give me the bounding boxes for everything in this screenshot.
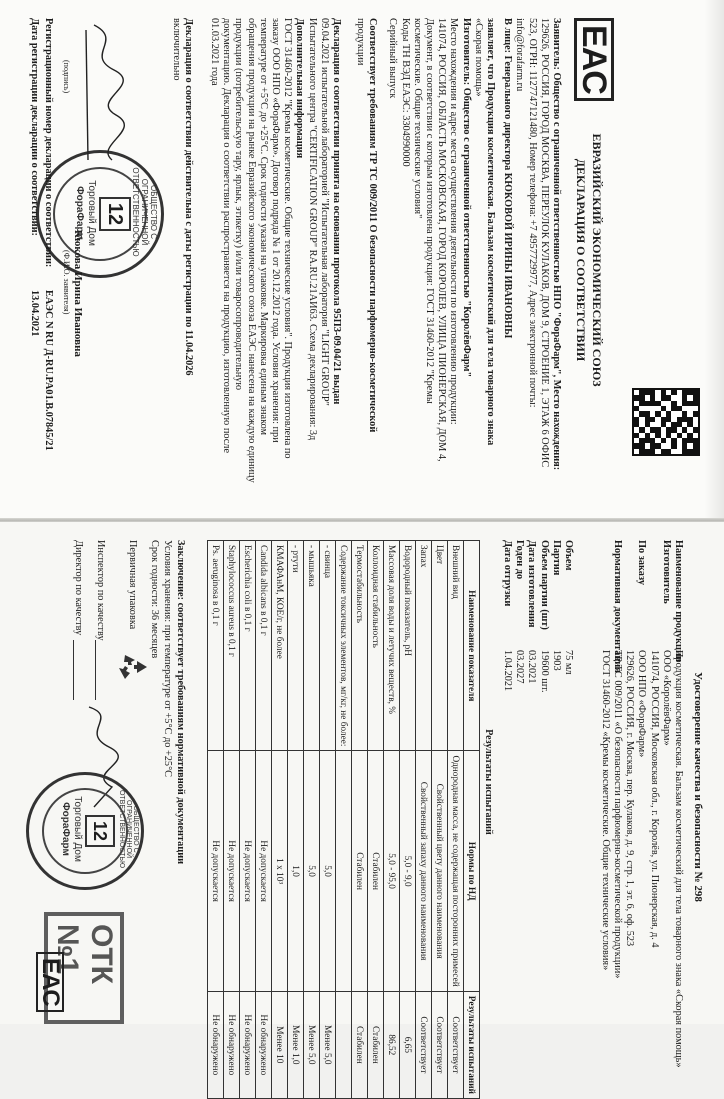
table-row <box>448 541 464 1099</box>
table-cell: Не обнаружено <box>224 991 240 1098</box>
certificate-field <box>635 540 647 1010</box>
inspector-label: Инспектор по качеству <box>95 540 106 641</box>
table-row <box>432 541 448 1099</box>
batch-field <box>537 540 549 840</box>
field-label: Нормативная документация <box>611 540 623 673</box>
field-label: Изготовитель <box>660 540 672 604</box>
batch-label: Дата изготовления <box>526 540 538 628</box>
table-cell: 5,0 - 95,0 <box>384 751 400 991</box>
table-row <box>320 541 336 1099</box>
declaration-sheet <box>0 0 724 520</box>
batch-field <box>550 540 562 840</box>
otk-stamp: ОТК №1 <box>44 912 124 1024</box>
table-cell: Стабилен <box>352 751 368 991</box>
field-label: Наименование продукции <box>673 540 684 662</box>
stamp-name-text: ФораФарм <box>60 802 71 856</box>
basis-line: Декларация о соответствии принята на основании протокола 95ПЗ-09.04/21 выдан <box>331 18 342 405</box>
table-cell: Candida albicans в 0,1 г <box>256 541 272 751</box>
certificate-rotated-content <box>0 522 724 1094</box>
table-row <box>352 541 368 1099</box>
certificate-field <box>623 540 635 1010</box>
basis-line: Дополнительная информация <box>294 18 306 159</box>
field-label: По заказу <box>636 540 648 586</box>
certificate-field <box>611 540 623 1010</box>
results-title: Результаты испытаний <box>483 729 494 835</box>
field-value: ТР ТС 009/2011 «О безопасности парфюмерно-косметической продукции» <box>611 650 623 979</box>
company-stamp <box>26 772 144 890</box>
table-cell: Не обнаружено <box>256 991 272 1098</box>
table-cell: 6,65 <box>400 991 416 1098</box>
inspector-signature-line <box>95 640 96 700</box>
applicant-block <box>501 18 562 498</box>
signer-name: Кюкова Ирина Ивановна <box>72 230 84 357</box>
certificate-field <box>660 540 672 1010</box>
stamp-emblem-icon: 12 <box>99 197 131 231</box>
packaging-label: Первичная упаковка <box>127 540 138 630</box>
shelf-life-text: Срок годности: 36 месяцев <box>149 540 160 659</box>
table-row <box>368 541 384 1099</box>
table-row <box>256 541 272 1099</box>
batch-block <box>501 540 574 840</box>
column-header: Наименование показателя <box>464 541 480 751</box>
stamp-ring-text: ОБЩЕСТВО С ОГРАНИЧЕННОЙ ОТВЕТСТВЕННОСТЬЮ <box>118 789 139 869</box>
table-cell: 86,52 <box>384 991 400 1098</box>
table-cell: Менее 1,0 <box>288 991 304 1098</box>
basis-block <box>208 18 342 498</box>
field-label <box>623 540 635 650</box>
table-cell: Менее 5,0 <box>304 991 320 1098</box>
declaration-rotated-content <box>0 0 724 520</box>
reg-date: 13.04.2021 <box>29 290 40 337</box>
batch-field <box>562 540 574 840</box>
union-title: ЕВРАЗИЙСКИЙ ЭКОНОМИЧЕСКИЙ СОЮЗ <box>590 133 604 387</box>
eac-logo: EAC <box>36 952 64 1012</box>
applicant-line: info@forafarm.ru <box>514 18 526 92</box>
table-cell <box>336 991 352 1098</box>
table-cell: Соответствует <box>416 991 432 1098</box>
table-cell: 1 х 10³ <box>272 751 288 991</box>
basis-line: обращения продукции на рынке Евразийского экономического союза ЕАЭС нанесена на каждую единицу <box>245 18 257 483</box>
table-cell: Свойственный цвету данного наименования <box>432 751 448 991</box>
batch-value: 03.2021 <box>526 650 538 684</box>
table-row <box>384 541 400 1099</box>
table-cell: - мышьяка <box>304 541 320 751</box>
batch-label: Годен до <box>514 540 526 580</box>
compliance-line: Соответствует требованиям ТР ТС 009/2011 О безопасности парфюмерно-косметической <box>367 18 378 433</box>
stamp-emblem-icon: 12 <box>85 815 115 847</box>
table-row <box>400 541 416 1099</box>
applicant-line: Заявитель: Общество с ограниченной ответственностью НПО "ФораФарм", Место нахождения: <box>551 18 562 471</box>
table-row <box>304 541 320 1099</box>
table-cell: КМАФАнМ, КОЕ/г, не более <box>272 541 288 751</box>
table-row <box>224 541 240 1099</box>
table-cell: Коллоидная стабильность <box>368 541 384 751</box>
batch-value: 03.2027 <box>514 650 526 684</box>
eac-logo: EAC <box>574 18 614 101</box>
certificate-fields <box>599 540 684 1068</box>
table-cell: Содержание токсичных элементов, мг/кг, не более: <box>336 541 352 751</box>
column-header: Результаты испытаний <box>464 991 480 1098</box>
table-cell: 5,0 - 9,0 <box>400 751 416 991</box>
declares-line: косметические. Общие технические условия" <box>411 18 423 219</box>
declares-line: Место нахождения и адрес места осуществления деятельности по изготовлению продукции: <box>448 18 460 425</box>
table-cell: Не допускается <box>224 751 240 991</box>
table-cell: Стабилен <box>368 991 384 1098</box>
recycle-icon <box>116 650 150 684</box>
field-value: 141074, РОССИЯ, Московская обл., г. Королёв, ул. Пионерская, д. 4 <box>648 650 660 948</box>
batch-label: Объем партии (шт) <box>538 540 550 630</box>
declares-line: заявляет, что Продукция косметическая. Бальзам косметический для тела товарного знака <box>485 18 496 446</box>
table-cell: Не допускается <box>208 751 224 991</box>
applicant-line: В лице: Генерального директора КЮКОВОЙ ИРИНЫ ИВАНОВНЫ <box>502 18 514 339</box>
director-signature-line <box>73 640 74 700</box>
basis-line: температуре от +5°С до +25°С. Срок годности указан на упаковке. Маркировка единым знаком <box>257 18 269 436</box>
table-cell: Соответствует <box>448 991 464 1098</box>
applicant-line: 523, ОГРН: 1127747121480, Номер телефона: +7 4957729977, Адрес электронной почты: <box>526 18 538 408</box>
declares-line: 141074, РОССИЯ, ОБЛАСТЬ МОСКОВСКАЯ, ГОРОД КОРОЛЕВ, УЛИЦА ПИОНЕРСКАЯ, ДОМ 4, <box>436 18 448 462</box>
table-row <box>336 541 352 1099</box>
table-cell: Менее 5,0 <box>320 991 336 1098</box>
storage-text: Условия хранения: при температуре от +5°С до +25°С <box>162 540 173 778</box>
table-row <box>288 541 304 1099</box>
table-cell: Свойственный запаху данного наименования <box>416 751 432 991</box>
table-cell: 1,0 <box>288 751 304 991</box>
batch-value: 19600 шт. <box>538 650 550 693</box>
field-label <box>647 540 659 650</box>
batch-label: Объем <box>563 540 574 571</box>
compliance-block <box>354 18 378 498</box>
stamp-center-text: Торговый Дом <box>86 180 97 246</box>
certificate-field <box>672 540 684 1068</box>
batch-label: Партия <box>550 540 562 576</box>
basis-line: документацию. Декларация о соответствии распространяется на продукцию, изготовленную после <box>221 18 233 454</box>
basis-line: 01.03.2021 года <box>208 18 220 86</box>
basis-line: заказу ООО НПО «ФораФарм». Договор подряда № 1 от 20.12.2012 года. Условия хранения: при <box>269 18 281 443</box>
table-cell: Соответствует <box>432 991 448 1098</box>
batch-label: Дата отгрузки <box>501 540 513 607</box>
column-header: Нормы по НД <box>464 751 480 991</box>
table-cell: Запах <box>416 541 432 751</box>
validity-line: Декларация о соответствии действительна с даты регистрации по 11.04.2026 <box>183 18 194 376</box>
table-cell: Термостабильность <box>352 541 368 751</box>
batch-field <box>513 540 525 840</box>
table-cell: Менее 10 <box>272 991 288 1098</box>
batch-field <box>525 540 537 840</box>
table-cell: - ртути <box>288 541 304 751</box>
table-cell <box>336 751 352 991</box>
table-cell: 5,0 <box>304 751 320 991</box>
applicant-line: 129626, РОССИЯ, ГОРОД МОСКВА, ПЕРЕУЛОК КУЛАКОВ, ДОМ 9, СТРОЕНИЕ 1, ЭТАЖ 6 ОФИС <box>538 18 550 468</box>
certificate-title: Удостоверение качества и безопасности № 298 <box>692 672 704 902</box>
compliance-line: продукции <box>354 18 366 66</box>
declaration-title: ДЕКЛАРАЦИЯ О СООТВЕТСТВИИ <box>574 158 588 362</box>
certificate-sheet <box>0 522 724 1094</box>
table-row <box>272 541 288 1099</box>
table-cell: Водородный показатель, pH <box>400 541 416 751</box>
basis-line: продукции (потребительскую тару, ярлык, этикетку) и/или товаросопроводительную <box>233 18 245 391</box>
table-cell: Однородная масса, не содержащая посторонних примесей <box>448 751 464 991</box>
certificate-field <box>647 540 659 1010</box>
validity-line-2: включительно <box>170 18 182 81</box>
table-cell: Staphylococcus aureus в 0,1 г <box>224 541 240 751</box>
validity-block <box>170 18 194 498</box>
stamp-center-text: Торговый Дом <box>72 796 83 862</box>
declares-line: Коды ТН ВЭД ЕАЭС: 3304990000 <box>399 18 411 167</box>
batch-value: 1.04.2021 <box>501 650 513 692</box>
field-value: 129626, РОССИЯ, г. Москва, пер. Кулаков, д. 9, стр. 1, эт. 6, оф. 523 <box>624 650 636 947</box>
reg-number-label: Регистрационный номер декларации о соответствии: <box>43 18 54 268</box>
table-cell: Не обнаружено <box>208 991 224 1098</box>
table-cell: Массовая доля воды и летучих веществ, % <box>384 541 400 751</box>
conclusion-text: Заключение: соответствует требованиям нормативной документации <box>175 540 186 865</box>
table-cell: Стабилен <box>368 751 384 991</box>
declares-line: Документ, в соответствии с которым изготовлена продукция: ГОСТ 31460-2012 "Кремы <box>423 18 435 404</box>
table-header-row <box>464 541 480 1099</box>
table-cell: Ps. aeruginosa в 0,1 г <box>208 541 224 751</box>
table-row <box>240 541 256 1099</box>
table-cell: Не допускается <box>240 751 256 991</box>
results-table <box>207 540 480 1099</box>
table-cell: 5,0 <box>320 751 336 991</box>
basis-line: 09.04.2021 испытательной лабораторией "Испытательная лаборатория "LIGHT GROUP" <box>318 18 330 406</box>
table-cell: Стабилен <box>352 991 368 1098</box>
stamp-ring-text: ОБЩЕСТВО С ОГРАНИЧЕННОЙ ОТВЕТСТВЕННОСТЬЮ <box>131 167 158 257</box>
batch-value: 1903 <box>550 650 562 671</box>
signature-caption: (подпись) <box>62 60 71 94</box>
batch-value: 75 мл <box>563 650 574 675</box>
signature-icon <box>74 20 134 170</box>
table-cell: Не допускается <box>256 751 272 991</box>
table-row <box>208 541 224 1099</box>
field-value: ООО НПО «ФораФарм» <box>636 650 648 758</box>
table-cell: - свинца <box>320 541 336 751</box>
basis-line: ГОСТ 31460-2012 "Кремы косметические. Общие технические условия". Продукция изготовлена по <box>282 18 294 459</box>
table-cell: Не обнаружено <box>240 991 256 1098</box>
stamp-name-text: ФораФарм <box>74 186 85 240</box>
reg-date-label: Дата регистрации декларации о соответствии: <box>29 18 40 236</box>
field-value: ООО «КоролёвФарм» <box>660 650 672 746</box>
field-value: Продукция косметическая. Бальзам косметический для тела товарного знака «Скорая помощь» <box>673 650 684 1068</box>
table-cell: Цвет <box>432 541 448 751</box>
batch-field <box>501 540 513 840</box>
table-row <box>416 541 432 1099</box>
signer-caption: (Ф.И.О. заявителя) <box>62 250 71 315</box>
table-cell: Внешний вид <box>448 541 464 751</box>
director-label: Директор по качеству <box>73 540 84 636</box>
field-value: ГОСТ 31460-2012 «Кремы косметические. Общие технические условия» <box>599 650 611 971</box>
basis-line: Испытательного центра "CERTIFICATION GROUP" RA.RU.21АИ63. Схема декларирования: 3д <box>306 18 318 441</box>
declares-line: Серийный выпуск <box>387 18 399 99</box>
qr-code-icon <box>632 388 700 456</box>
declares-line: Изготовитель: Общество с ограниченной ответственностью "КоролёвФарм" <box>460 18 472 378</box>
declares-line: «Скорая помощь» <box>472 18 484 97</box>
certificate-field <box>599 540 611 1010</box>
table-cell: Escherichia coli в 0,1 г <box>240 541 256 751</box>
declares-block <box>386 18 496 498</box>
reg-number: ЕАЭС N RU Д-RU.PA01.В.07845/21 <box>43 290 54 451</box>
field-label <box>599 540 611 650</box>
